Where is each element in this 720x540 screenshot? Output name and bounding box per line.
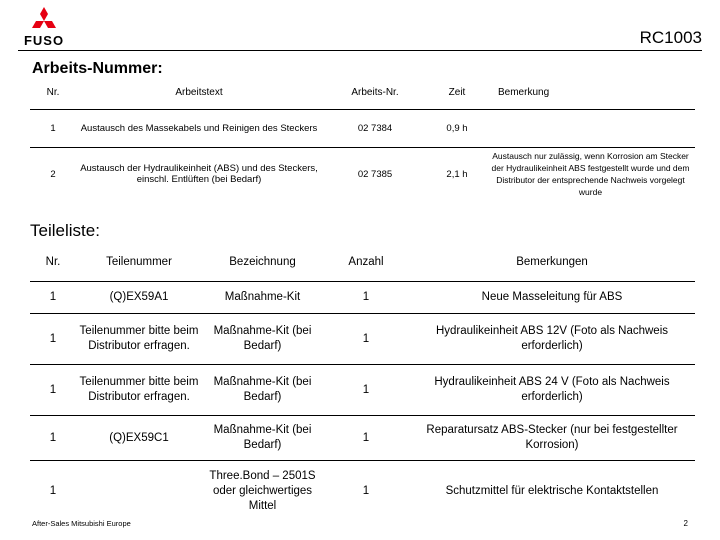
cell-anzahl: 1 (323, 416, 409, 461)
cell-arbeits-nr: 02 7385 (322, 148, 428, 201)
col-arbeitstext: Arbeitstext (175, 87, 223, 98)
col-nr: Nr. (46, 87, 60, 98)
cell-bezeichnung: Maßnahme-Kit (202, 282, 323, 314)
cell-nr: 1 (30, 110, 76, 148)
col-anzahl: Anzahl (348, 255, 384, 268)
cell-arbeits-nr: 02 7384 (322, 110, 428, 148)
cell-bezeichnung: Maßnahme-Kit (bei Bedarf) (202, 416, 323, 461)
cell-bemerkungen: Hydraulikeinheit ABS 12V (Foto als Nachweis erforderlich) (409, 314, 695, 365)
cell-zeit: 0,9 h (428, 110, 486, 148)
cell-bemerkung (486, 110, 695, 148)
cell-nr: 1 (30, 282, 76, 314)
cell-teilenummer: (Q)EX59A1 (76, 282, 202, 314)
parts-list-table (30, 243, 695, 522)
cell-anzahl: 1 (323, 314, 409, 365)
cell-nr: 1 (30, 314, 76, 365)
three-diamonds-icon (22, 6, 66, 32)
cell-teilenummer: (Q)EX59C1 (76, 416, 202, 461)
cell-bemerkungen: Schutzmittel für elektrische Kontaktstellen (409, 461, 695, 523)
cell-bezeichnung: Three.Bond – 2501S oder gleichwertiges Mittel (202, 461, 323, 523)
table-row (30, 110, 695, 148)
table-row (30, 148, 695, 201)
document-code: RC1003 (639, 28, 702, 47)
header-divider (18, 50, 702, 51)
cell-bemerkungen: Hydraulikeinheit ABS 24 V (Foto als Nachweis erforderlich) (409, 365, 695, 416)
col-bezeichnung: Bezeichnung (229, 255, 296, 268)
fuso-logo (22, 6, 66, 46)
cell-bemerkungen: Reparatursatz ABS-Stecker (nur bei festgestellter Korrosion) (409, 416, 695, 461)
cell-bemerkungen: Neue Masseleitung für ABS (409, 282, 695, 314)
footer-company: After-Sales Mitsubishi Europe (32, 519, 131, 528)
cell-nr: 2 (30, 148, 76, 201)
page-number: 2 (683, 519, 688, 528)
col-arbeits-nr: Arbeits-Nr. (351, 87, 399, 98)
work-number-table (30, 76, 695, 200)
col-teilenummer: Teilenummer (106, 255, 172, 268)
col-zeit: Zeit (448, 87, 466, 98)
table-row (30, 461, 695, 523)
cell-bemerkung: Austausch nur zulässig, wenn Korrosion am Stecker der Hydraulikeinheit ABS festgestellt wurde und dem Distributor der entsprechende Nachweis vorgelegt wurde (486, 148, 695, 201)
col-nr: Nr. (45, 255, 61, 268)
table-header-row (30, 243, 695, 282)
work-number-title: Arbeits-Nummer: (32, 60, 163, 77)
cell-teilenummer: Teilenummer bitte beim Distributor erfragen. (76, 314, 202, 365)
table-row (30, 282, 695, 314)
cell-anzahl: 1 (323, 365, 409, 416)
brand-name: FUSO (23, 33, 65, 48)
table-row (30, 314, 695, 365)
cell-anzahl: 1 (323, 461, 409, 523)
cell-arbeitstext: Austausch des Massekabels und Reinigen des Steckers (76, 110, 322, 148)
cell-teilenummer: Teilenummer bitte beim Distributor erfragen. (76, 365, 202, 416)
cell-bezeichnung: Maßnahme-Kit (bei Bedarf) (202, 365, 323, 416)
table-header-row (30, 76, 695, 110)
cell-arbeitstext: Austausch der Hydraulikeinheit (ABS) und des Steckers, einschl. Entlüften (bei Bedarf) (76, 148, 322, 201)
cell-nr: 1 (30, 416, 76, 461)
cell-nr: 1 (30, 461, 76, 523)
cell-bezeichnung: Maßnahme-Kit (bei Bedarf) (202, 314, 323, 365)
cell-teilenummer (76, 461, 202, 523)
parts-list-title: Teileliste: (30, 221, 100, 240)
table-row (30, 416, 695, 461)
col-bemerkung: Bemerkung (498, 87, 550, 98)
col-bemerkungen: Bemerkungen (516, 255, 588, 268)
table-row (30, 365, 695, 416)
cell-anzahl: 1 (323, 282, 409, 314)
cell-nr: 1 (30, 365, 76, 416)
cell-zeit: 2,1 h (428, 148, 486, 201)
